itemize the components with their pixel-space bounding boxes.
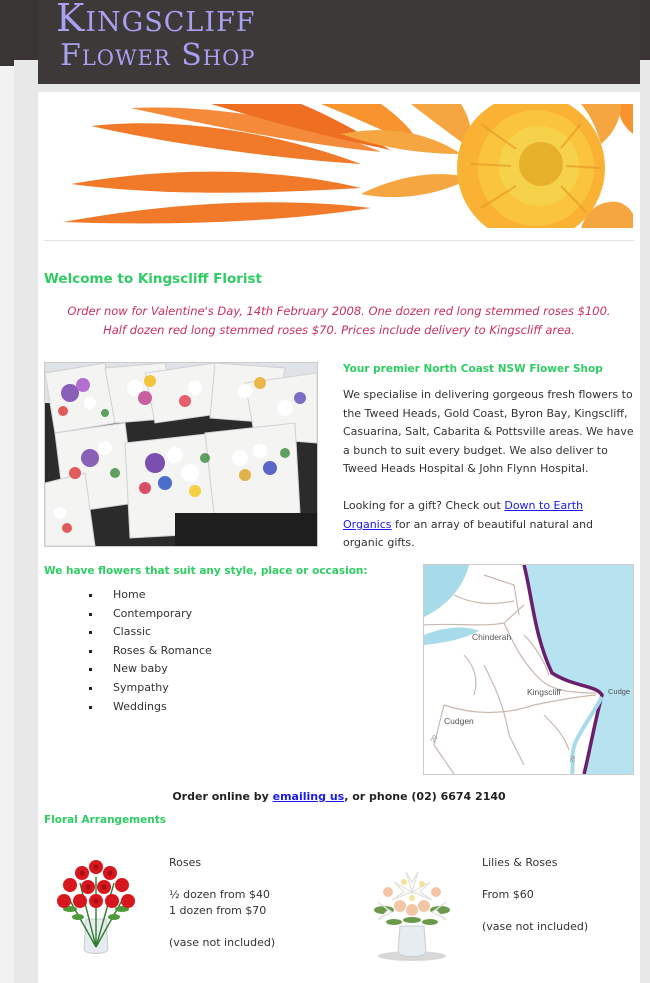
- order-suffix: , or phone (02) 6674 2140: [344, 790, 506, 803]
- promo-line-2: Half dozen red long stemmed roses $70. Prices include delivery to Kingscliff area.: [103, 323, 575, 337]
- gift-paragraph: [343, 497, 635, 553]
- site-logo-line2[interactable]: Flower Shop: [60, 38, 256, 73]
- lilies-roses-note: (vase not included): [482, 920, 589, 933]
- down-to-earth-organics-link[interactable]: Down to Earth Organics: [343, 499, 584, 531]
- style-list: [88, 586, 212, 716]
- map-label-road1: 20: [429, 734, 440, 744]
- list-item[interactable]: Classic: [88, 623, 212, 642]
- flower-bunches-photo: [44, 362, 318, 547]
- roses-product-image[interactable]: [48, 857, 144, 961]
- list-item[interactable]: Contemporary: [88, 605, 212, 624]
- divider: [44, 240, 634, 241]
- lilies-roses-name: Lilies & Roses: [482, 856, 558, 869]
- list-item[interactable]: Sympathy: [88, 679, 212, 698]
- gift-prefix: Looking for a gift? Check out: [343, 499, 505, 512]
- roses-name: Roses: [169, 856, 202, 869]
- gift-suffix: for an array of beautiful natural and organic gifts.: [343, 517, 594, 549]
- order-line: [44, 790, 634, 803]
- intro-heading: Your premier North Coast NSW Flower Shop: [343, 363, 603, 375]
- list-item[interactable]: Weddings: [88, 698, 212, 717]
- site-header: [38, 0, 640, 84]
- roses-price-dozen: 1 dozen from $70: [169, 904, 267, 917]
- list-item[interactable]: New baby: [88, 660, 212, 679]
- list-item[interactable]: Home: [88, 586, 212, 605]
- roses-note: (vase not included): [169, 936, 276, 949]
- list-item[interactable]: Roses & Romance: [88, 642, 212, 661]
- lilies-roses-product-image[interactable]: [364, 862, 460, 962]
- lilies-roses-product: [482, 855, 588, 935]
- roses-price-half: ½ dozen from $40: [169, 888, 270, 901]
- map-label-kingscliff: Kingscliff: [527, 687, 561, 697]
- floral-arrangements-heading: Floral Arrangements: [44, 814, 166, 826]
- map-label-cudgen: Cudgen: [444, 716, 474, 726]
- valentines-promo: [44, 302, 634, 340]
- site-logo-line1[interactable]: Kingscliff: [56, 0, 256, 40]
- map-label-road2: 20: [569, 755, 578, 764]
- location-map: [423, 564, 634, 775]
- welcome-heading: Welcome to Kingscliff Florist: [44, 271, 263, 287]
- main-content: [38, 92, 640, 983]
- map-label-chinderah: Chinderah: [472, 632, 512, 642]
- email-us-link[interactable]: emailing us: [272, 790, 345, 803]
- map-label-cudgen-creek: Cudge: [608, 687, 631, 696]
- lilies-roses-price: From $60: [482, 888, 534, 901]
- intro-body: We specialise in delivering gorgeous fresh flowers to the Tweed Heads, Gold Coast, Byron Bay, Kingscliff, Casuarina, Salt, Cabarita & Pottsville areas. We have a bunch to suit every budget. We also deliver to Tweed Heads Hospital & John Flynn Hospital.: [343, 388, 634, 475]
- roses-product: [169, 855, 275, 951]
- promo-line-1: Order now for Valentine's Day, 14th February 2008. One dozen red long stemmed roses $100.: [67, 304, 611, 318]
- styles-heading: We have flowers that suit any style, place or occasion:: [44, 565, 368, 577]
- order-prefix: Order online by: [172, 790, 273, 803]
- banner-image: [61, 104, 633, 228]
